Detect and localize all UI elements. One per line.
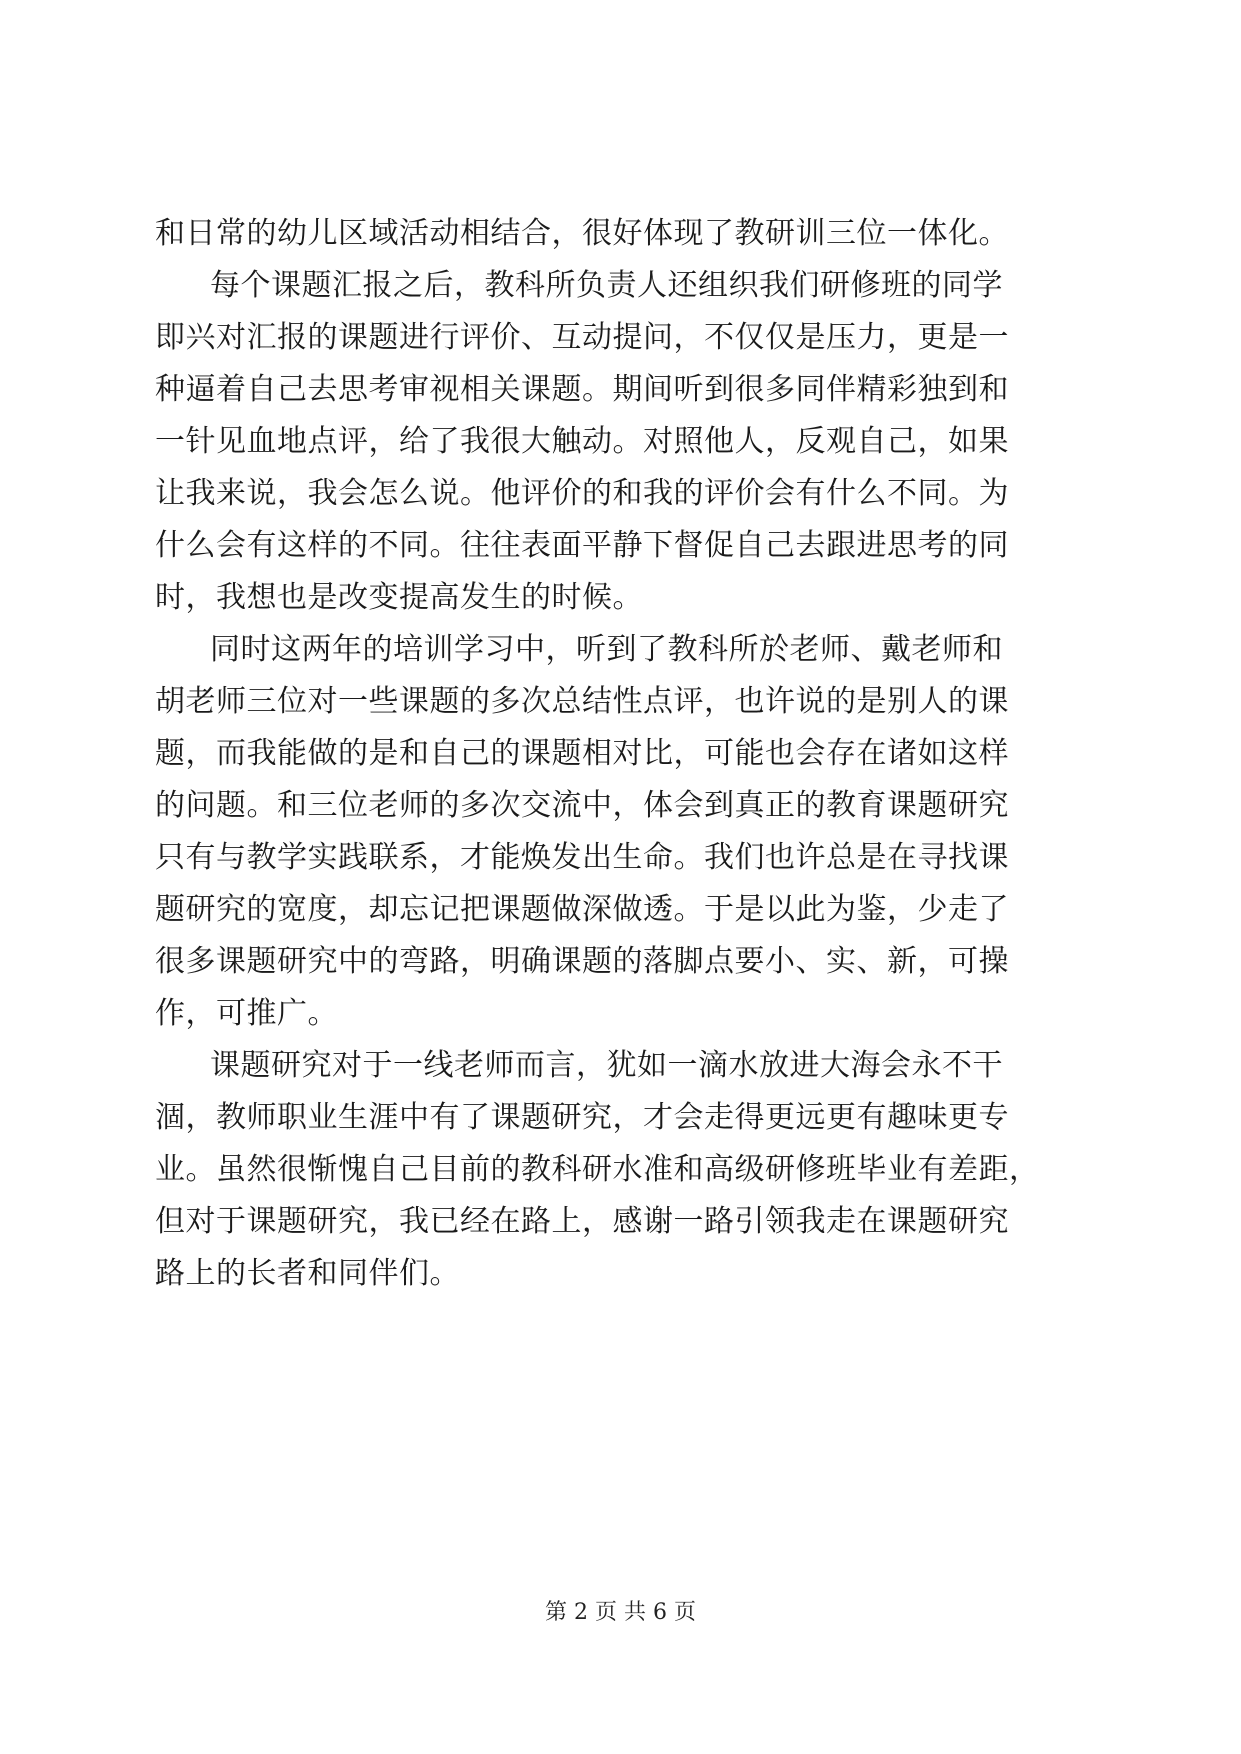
text-line: 让我来说，我会怎么说。他评价的和我的评价会有什么不同。为 bbox=[155, 476, 1009, 511]
text-line: 但对于课题研究，我已经在路上，感谢一路引领我走在课题研究 bbox=[155, 1204, 1009, 1239]
text-line: 只有与教学实践联系，才能焕发出生命。我们也许总是在寻找课 bbox=[155, 840, 1009, 875]
text-line: 作，可推广。 bbox=[155, 996, 338, 1031]
text-line: 胡老师三位对一些课题的多次总结性点评，也许说的是别人的课 bbox=[155, 684, 1009, 719]
text-line: 涸，教师职业生涯中有了课题研究，才会走得更远更有趣味更专 bbox=[155, 1100, 1009, 1135]
text-line: 很多课题研究中的弯路，明确课题的落脚点要小、实、新，可操 bbox=[155, 944, 1009, 979]
text-line: 业。虽然很惭愧自己目前的教科研水准和高级研修班毕业有差距， bbox=[155, 1152, 1040, 1187]
text-line: 路上的长者和同伴们。 bbox=[155, 1256, 460, 1291]
page-number-footer: 第 2 页 共 6 页 bbox=[545, 1600, 696, 1625]
text-line: 一针见血地点评，给了我很大触动。对照他人，反观自己，如果 bbox=[155, 424, 1009, 459]
text-line: 什么会有这样的不同。往往表面平静下督促自己去跟进思考的同 bbox=[155, 528, 1009, 563]
paragraph-first-line: 每个课题汇报之后，教科所负责人还组织我们研修班的同学 bbox=[210, 268, 1003, 303]
paragraph-first-line: 同时这两年的培训学习中，听到了教科所於老师、戴老师和 bbox=[210, 632, 1003, 667]
text-line: 时，我想也是改变提高发生的时候。 bbox=[155, 580, 643, 615]
text-line: 和日常的幼儿区域活动相结合，很好体现了教研训三位一体化。 bbox=[155, 216, 1009, 251]
text-line: 种逼着自己去思考审视相关课题。期间听到很多同伴精彩独到和 bbox=[155, 372, 1009, 407]
text-line: 题，而我能做的是和自己的课题相对比，可能也会存在诸如这样 bbox=[155, 736, 1009, 771]
text-line: 题研究的宽度，却忘记把课题做深做透。于是以此为鉴，少走了 bbox=[155, 892, 1009, 927]
text-line: 即兴对汇报的课题进行评价、互动提问，不仅仅是压力，更是一 bbox=[155, 320, 1009, 355]
text-line: 的问题。和三位老师的多次交流中，体会到真正的教育课题研究 bbox=[155, 788, 1009, 823]
paragraph-first-line: 课题研究对于一线老师而言，犹如一滴水放进大海会永不干 bbox=[210, 1048, 1003, 1083]
